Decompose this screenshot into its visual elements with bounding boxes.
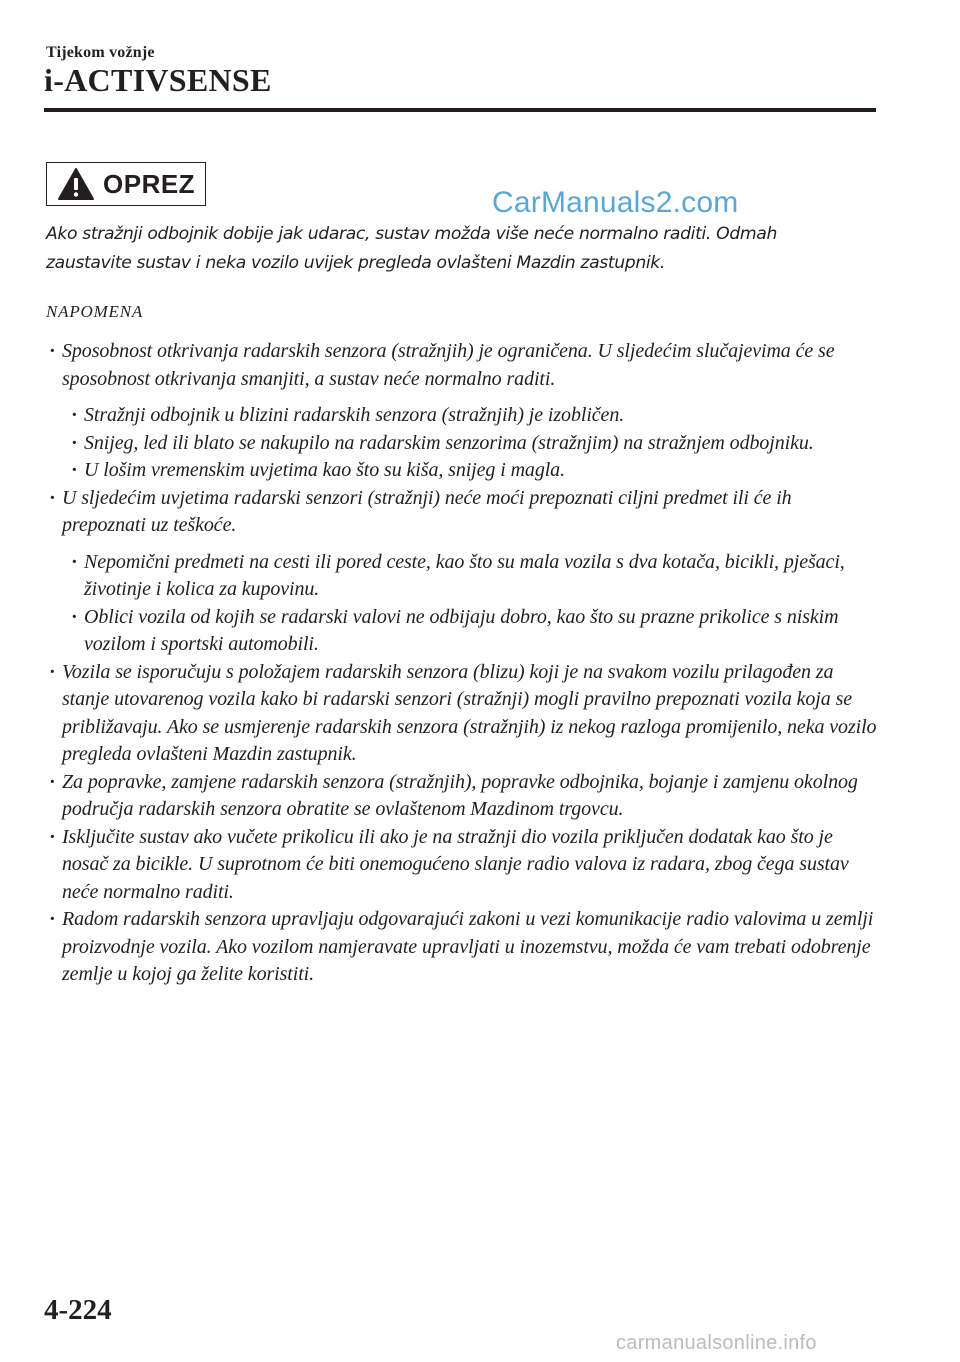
note-item: · Isključite sustav ako vučete prikolicu ili ako je na stražnji dio vozila priključen dodatak kao što je nosač za bicikle. U suprotnom će biti onemogućeno slanje radio valova iz radara, zbog čega sustav neće normalno raditi. (46, 824, 878, 907)
warning-triangle-icon (57, 167, 95, 201)
note-item: · Radom radarskih senzora upravljaju odgovarajući zakoni u vezi komunikacije radio valovima u zemlji proizvodnje vozila. Ako vozilom namjeravate upravljati u inozemstvu, možda će vam trebati odobrenje zemlje u kojoj ga želite koristiti. (46, 906, 878, 989)
note-item: · Vozila se isporučuju s položajem radarskih senzora (blizu) koji je na svakom vozilu prilagođen za stanje utovarenog vozila kako bi radarski senzori (stražnji) mogli pravilno prepoznati vozila koja se približavaju. Ako se usmjerenje radarskih senzora (stražnjih) iz nekog razloga promijenilo, neka vozilo pregleda ovlašteni Mazdin zastupnik. (46, 659, 878, 769)
note-sub-item: · U lošim vremenskim uvjetima kao što su kiša, snijeg i magla. (46, 457, 878, 485)
note-item: · Za popravke, zamjene radarskih senzora (stražnjih), popravke odbojnika, bojanje i zamjenu okolnog područja radarskih senzora obratite se ovlaštenom Mazdinom trgovcu. (46, 769, 878, 824)
note-sub-item: · Snijeg, led ili blato se nakupilo na radarskim senzorima (stražnjim) na stražnjem odbojniku. (46, 430, 878, 458)
page-number: 4-224 (44, 1294, 112, 1326)
note-list (46, 338, 878, 989)
note-sub-item: · Oblici vozila od kojih se radarski valovi ne odbijaju dobro, kao što su prazne prikolice s niskim vozilom i sportski automobili. (46, 604, 878, 659)
footer-watermark: carmanualsonline.info (616, 1332, 817, 1354)
caution-text: Ako stražnji odbojnik dobije jak udarac, sustav možda više neće normalno raditi. Odmah zaustavite sustav i neka vozilo uvijek pregleda ovlašteni Mazdin zastupnik. (46, 224, 778, 273)
note-sub-list (46, 402, 878, 485)
note-sub-item: · Nepomični predmeti na cesti ili pored ceste, kao što su mala vozila s dva kotača, bicikli, pješaci, životinje i kolica za kupovinu. (46, 549, 878, 604)
caution-box (46, 162, 206, 206)
note-item: · U sljedećim uvjetima radarski senzori (stražnji) neće moći prepoznati ciljni predmet ili će ih prepoznati uz teškoće. (46, 485, 878, 540)
note-sub-item: · Stražnji odbojnik u blizini radarskih senzora (stražnjih) je izobličen. (46, 402, 878, 430)
section-title: i-ACTIVSENSE (44, 62, 272, 98)
section-label: Tijekom vožnje (46, 44, 155, 61)
caution-label: OPREZ (103, 168, 196, 199)
note-item: · Sposobnost otkrivanja radarskih senzora (stražnjih) je ograničena. U sljedećim slučajevima će se sposobnost otkrivanja smanjiti, a sustav neće normalno raditi. (46, 338, 878, 393)
watermark-top: CarManuals2.com (492, 186, 739, 219)
note-heading: NAPOMENA (46, 302, 144, 321)
note-sub-list (46, 549, 878, 659)
header-divider (44, 108, 876, 112)
